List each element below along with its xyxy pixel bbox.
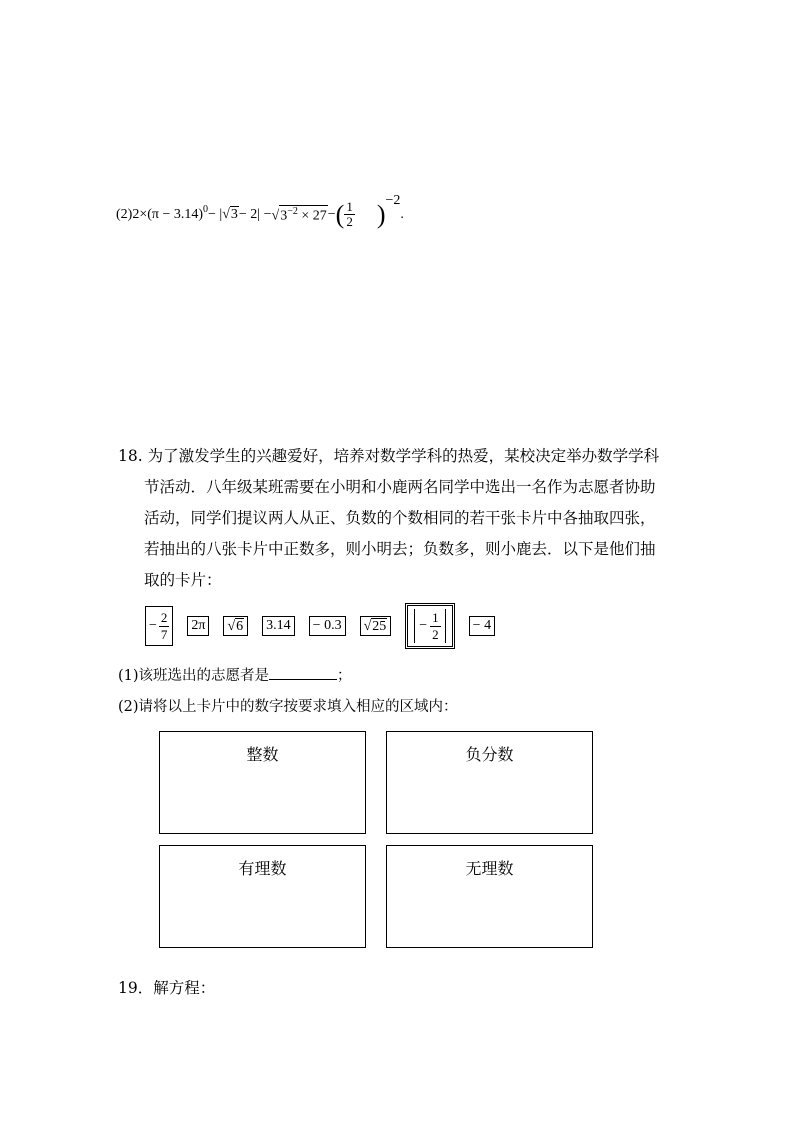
formula-prefix: (2)2×(π − 3.14) [116, 206, 204, 222]
q18-sub-2: (2)请将以上卡片中的数字按要求填入相应的区域内： [118, 699, 458, 715]
card-sqrt-twenty-five: √25 [360, 616, 392, 636]
card-neg-two-sevenths: − $\frac{2}{7}$ [145, 606, 173, 646]
card-two-pi: 2π [187, 616, 209, 636]
box-integers[interactable] [159, 731, 366, 834]
q18-line-1: 18. 为了激发学生的兴趣爱好，培养对数学学科的热爱，某校决定举办数学学科 [118, 447, 660, 465]
box-integers-label: 整数 [246, 745, 279, 764]
sqrt-base: 3 [280, 208, 288, 224]
card-row [145, 604, 509, 648]
box-negative-fractions-label: 负分数 [465, 745, 514, 764]
card-neg-point-three: − 0.3 [309, 616, 346, 636]
box-irrational-numbers[interactable] [386, 845, 593, 948]
box-negative-fractions[interactable] [386, 731, 593, 834]
sqrt-expression: $√3^{-2} \times 27$ [271, 205, 327, 224]
q18-line-4: 若抽出的八张卡片中正数多，则小明去；负数多，则小鹿去．以下是他们抽 [144, 540, 656, 558]
half-fraction: $\frac{1}{2}$ [346, 199, 353, 229]
formula-end: . [400, 206, 404, 222]
answer-blank[interactable] [269, 665, 337, 680]
sqrt-three: √3 [222, 207, 238, 222]
outer-exponent: −2 [385, 193, 401, 209]
formula-line [116, 193, 404, 229]
left-paren: ( [335, 199, 345, 229]
card-sqrt-six: √6 [223, 616, 248, 636]
q18-line-5: 取的卡片： [144, 571, 222, 589]
box-irrational-numbers-label: 无理数 [465, 859, 514, 878]
formula-minus: − [327, 206, 336, 222]
question-18 [118, 441, 683, 596]
card-abs-neg-half: − $\frac{1}{2}$ [405, 603, 454, 649]
box-rational-numbers[interactable] [159, 845, 366, 948]
sqrt-exponent: −2 [287, 205, 298, 217]
q18-sub-1: (1)该班选出的志愿者是 ； [118, 664, 352, 685]
formula-abs-open: − | [208, 206, 223, 222]
q18-number: 18. [118, 447, 143, 465]
q18-line-2: 节活动．八年级某班需要在小明和小鹿两名同学中选出一名作为志愿者协助 [144, 478, 656, 496]
formula-abs-close: − 2| − [238, 206, 272, 222]
card-three-point-one-four: 3.14 [262, 616, 295, 636]
right-paren: ) [376, 199, 386, 229]
box-rational-numbers-label: 有理数 [238, 859, 287, 878]
q18-line-3: 活动，同学们提议两人从正、负数的个数相同的若干张卡片中各抽取四张， [144, 509, 656, 527]
formula-exp-zero: 0 [203, 204, 209, 216]
question-19: 19．解方程： [118, 979, 216, 997]
sqrt-rest: × 27 [297, 208, 327, 224]
card-neg-four: − 4 [469, 616, 495, 636]
